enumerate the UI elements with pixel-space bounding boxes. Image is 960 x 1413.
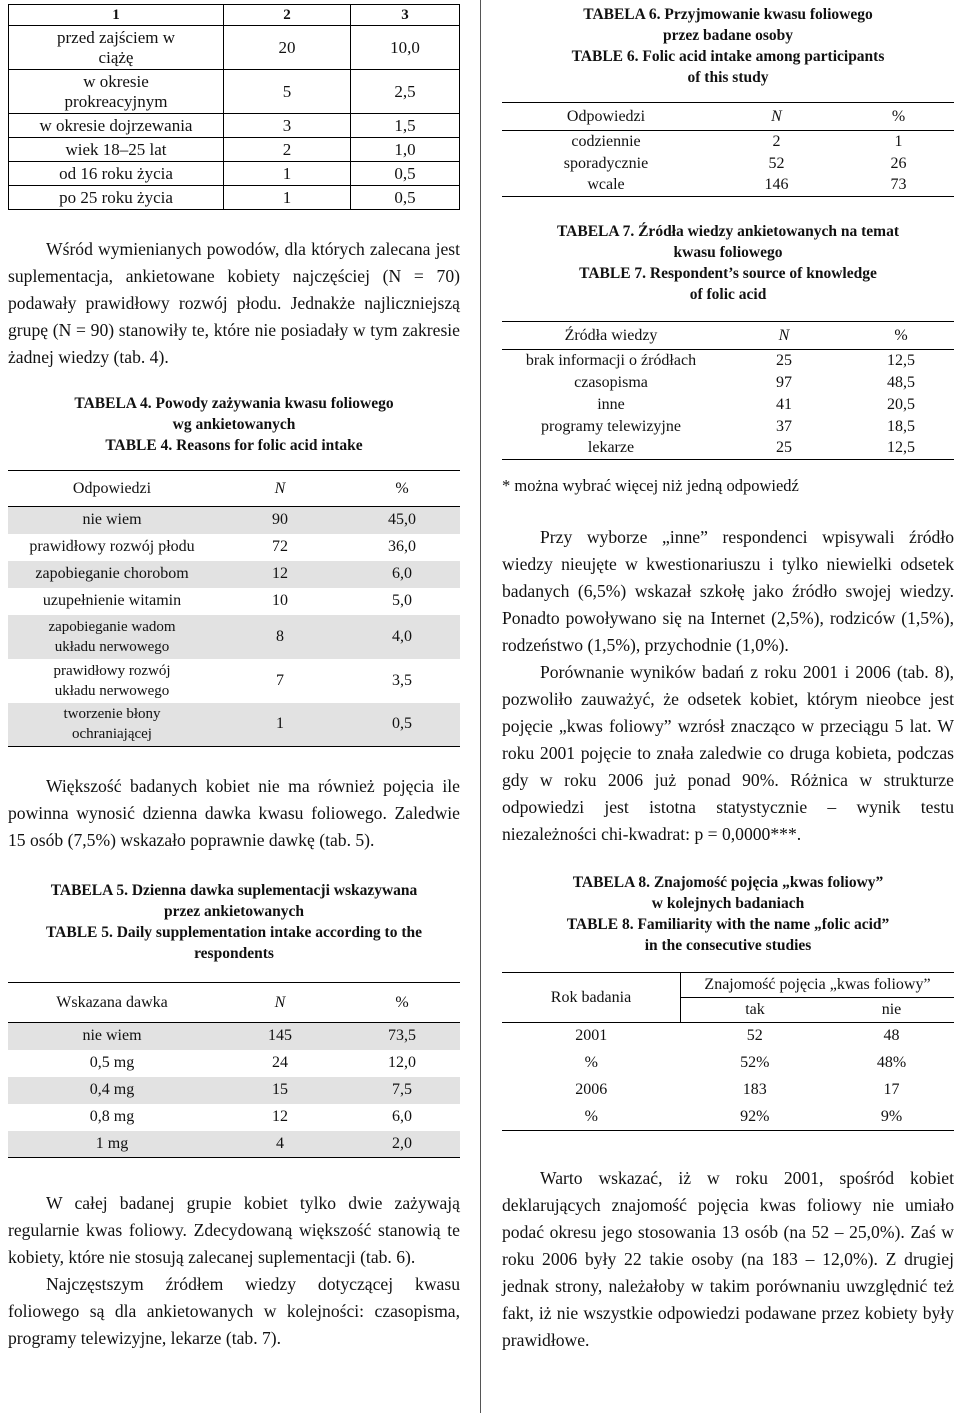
row-pct: 20,5 [887,395,915,413]
table-8 [502,972,954,1131]
caption-pl-line1: TABELA 7. Źródła wiedzy ankietowanych na temat [556,223,900,240]
caption-en-line1: TABLE 6. Folic acid intake among participants [571,48,885,65]
row-n: 8 [216,615,344,659]
table-row [9,114,460,138]
row-yes: 92% [681,1104,830,1131]
row-pct: 12,5 [887,351,915,369]
row-label: nie wiem [8,1023,216,1050]
table-row [8,507,460,534]
table-row [502,350,954,372]
table-7 [502,321,954,460]
row-label: 1 mg [8,1131,216,1158]
caption-pl-line2: przez badane osoby [662,27,794,44]
row-label: uzupełnienie witamin [42,592,182,609]
row-n: 90 [216,507,344,534]
row-yes: 52% [740,1054,770,1071]
table-6-caption [502,4,954,88]
col-header-pct: % [344,983,460,1023]
caption-pl-line2: przez ankietowanych [164,903,304,920]
row-n: 4 [216,1131,344,1158]
row-label: 0,8 mg [89,1108,135,1125]
col-header-n: N [720,322,848,350]
table-row [9,186,460,210]
row-label-line2: układu nerwowego [54,638,170,655]
table-row [8,534,460,561]
table-3-continued [8,4,460,210]
row-pct: 7,5 [344,1077,460,1104]
paragraph-reasons: Wśród wymienianych powodów, dla których zalecana jest suplementacja, ankietowane kobiety najczęściej (N = 70) podawały prawidłowy rozwój płodu. Jednakże najliczniejszą grupę (N = 90) stanowiły te, które nie posiadały w tym zakresie żadnej wiedzy (tab. 4). [8,239,460,367]
table-row [8,588,460,615]
row-n: 1 [216,703,344,747]
row-pct: 5,0 [392,592,412,609]
table-row [8,703,460,747]
row-pct: 18,5 [887,417,915,435]
row-label: codziennie [571,132,641,150]
row-n: 12 [272,1108,288,1125]
row-pct: 6,0 [344,561,460,588]
paragraph-comparison: Porównanie wyników badań z roku 2001 i 2006 (tab. 8), pozwoliło zauważyć, że odsetek kobiet, którym nieobce jest pojęcie „kwas foliowy” wzrósł znacząco w przeciągu 5 lat. W roku 2001 pojęcie to znała zaledwie co druga kobieta, podczas gdy w roku 2006 już ponad 90%. Różnica w strukturze odpowiedzi jest istotna statystycznie – wynik testu niezależności chi-kwadrat: p = 0,0000***. [502,662,954,844]
row-label [8,703,216,747]
caption-en-line1: TABLE 8. Familiarity with the name „folic acid” [566,916,890,933]
table-header-row [8,983,460,1023]
table-row [8,1050,460,1077]
row-n: 12 [216,561,344,588]
table-5 [8,982,460,1158]
row-n: 72 [272,538,288,555]
row-pct: 4,0 [344,615,460,659]
table-row [502,1023,954,1050]
caption-en: TABLE 4. Reasons for folic acid intake [105,437,363,454]
row-n: 5 [224,70,351,114]
row-label: czasopisma [574,373,648,391]
table-row [8,1104,460,1131]
caption-en-line2: respondents [194,945,274,962]
row-pct: 73 [843,175,954,197]
row-pct: 0,5 [351,186,460,210]
row-n: 2 [224,138,351,162]
caption-pl-line1: TABELA 4. Powody zażywania kwasu foliowego [74,395,394,412]
paragraph-dose: Większość badanych kobiet nie ma również pojęcia ile powinna wynosić dzienna dawka kwasu foliowego. Zaledwie 15 osób (7,5%) wskazało poprawnie dawkę (tab. 5). [8,776,460,850]
row-pct: 2,0 [344,1131,460,1158]
row-label: po 25 roku życia [9,186,224,210]
row-label: inne [597,395,625,413]
col-header-dose: Wskazana dawka [8,983,216,1023]
row-pct: 0,5 [344,703,460,747]
row-label: w okresie dojrzewania [9,114,224,138]
row-n: 1 [224,162,351,186]
row-n: 15 [216,1077,344,1104]
row-no: 17 [883,1081,900,1098]
row-label [8,659,216,703]
table-4 [8,470,460,747]
table-5-caption [8,880,460,964]
row-no: 9% [829,1104,954,1131]
row-label: wcale [502,175,710,197]
table-row [502,1077,954,1104]
col-header-pct: % [344,471,460,507]
caption-pl-line2: w kolejnych badaniach [651,895,805,912]
paragraph-knowledge-source: Najczęstszym źródłem wiedzy dotyczącej kwasu foliowego są dla ankietowanych w kolejności: czasopisma, programy telewizyjne, lekarze (tab. 7). [8,1274,460,1348]
row-pct: 12,5 [848,438,954,460]
row-pct: 48,5 [887,373,915,391]
paragraph-regular-intake: W całej badanej grupie kobiet tylko dwie zażywają regularnie kwas foliowy. Zdecydowaną większość stanowią te kobiety, które nie stosują zalecanej suplementacji (tab. 6). [8,1193,460,1267]
row-yes: 183 [742,1081,767,1098]
row-label: zapobieganie chorobom [8,561,216,588]
row-n: 97 [776,373,792,391]
right-column [502,0,954,1354]
table-row [9,162,460,186]
table-row [502,175,954,197]
table-row [8,561,460,588]
table-row [8,659,460,703]
col-header-n: N [216,983,344,1023]
row-pct: 1 [894,132,903,150]
col-header-year: Rok badania [502,973,681,1023]
row-n: 25 [720,438,848,460]
left-column [8,0,460,1352]
col-header-no: nie [829,998,954,1023]
table-row [8,1023,460,1050]
row-label: 2001 [575,1027,608,1045]
table-row [502,438,954,460]
table-row [502,131,954,153]
col-header-group: Znajomość pojęcia „kwas foliowy” [681,973,955,998]
row-pct: 73,5 [344,1023,460,1050]
row-pct: 12,0 [388,1054,416,1071]
row-pct: 26 [890,154,907,172]
row-label-line1: tworzenie błony [63,706,161,723]
table-row [9,70,460,114]
row-label: programy telewizyjne [541,417,681,435]
caption-en-line1: TABLE 7. Respondent’s source of knowledge [579,265,877,282]
caption-pl-line2: wg ankietowanych [172,416,296,433]
row-label-line1: zapobieganie wadom [48,618,176,635]
row-n: 2 [772,132,781,150]
row-n: 41 [776,395,792,413]
row-pct: 36,0 [388,538,416,555]
table-row [502,1050,954,1077]
row-n: 25 [776,351,792,369]
row-pct: 10,0 [351,26,460,70]
paragraph-conclusion: Warto wskazać, iż w roku 2001, spośród kobiet deklarujących znajomość pojęcia kwas foliowy nie umiało podać okresu jego stosowania 13 osób (na 52 – 25,0%). Zaś w roku 2006 były 22 takie osoby (na 183 – 12,0%). Z drugiej jednak strony, należałoby w takim porównaniu uwzględnić też fakt, iż nie wszystkie odpowiedzi podawane przez kobiety były prawidłowe. [502,1168,954,1350]
row-pct: 3,5 [392,671,412,689]
row-pct: 1,0 [351,138,460,162]
row-label: % [584,1054,598,1071]
row-n: 24 [272,1054,288,1071]
row-n: 146 [710,175,843,197]
table-row [9,26,460,70]
row-label: wiek 18–25 lat [9,138,224,162]
row-n: 3 [224,114,351,138]
table-row [8,1077,460,1104]
col-header-answers: Odpowiedzi [502,103,710,131]
caption-pl-line1: TABELA 6. Przyjmowanie kwasu foliowego [583,6,873,23]
table-row [502,372,954,394]
caption-en-line2: of folic acid [689,286,767,303]
row-n: 7 [276,671,284,689]
row-label: przed zajściem w ciążę [9,26,224,70]
paragraph-other-sources: Przy wyborze „inne” respondenci wpisywali źródło wiedzy nieujęte w kwestionariuszu i tylko niewielki odsetek badanych (6,5%) wskazał szkołę jako źródło swojej wiedzy. Ponadto powoływano się na Internet (2,5%), rodziców (1,5%), rodzeństwo (1,5%), przychodnie (1,0%). [502,527,954,655]
row-no: 48 [883,1027,900,1045]
row-label: 0,5 mg [89,1054,135,1071]
col-header-yes: tak [681,998,830,1023]
row-label: 2006 [575,1081,608,1098]
row-label: % [502,1104,681,1131]
col-header-source: Źródła wiedzy [502,322,720,350]
caption-en-line1: TABLE 5. Daily supplementation intake according to the [45,924,423,941]
caption-pl-line2: kwasu foliowego [673,244,783,261]
row-label: od 16 roku życia [9,162,224,186]
row-label: lekarze [502,438,720,460]
row-label-line2: układu nerwowego [54,682,170,699]
table-8-caption [502,872,954,956]
row-n: 20 [224,26,351,70]
col-header-2: 2 [224,5,351,26]
col-header-n: N [710,103,843,131]
row-pct: 2,5 [351,70,460,114]
row-label [8,615,216,659]
row-n: 52 [768,154,785,172]
col-header-pct: % [843,103,954,131]
table-header-row [502,103,954,131]
table-row [8,615,460,659]
table-row [502,1104,954,1131]
table-7-footnote: * można wybrać więcej niż jedną odpowiedź [502,476,799,495]
col-header-3: 3 [351,5,460,26]
row-label: prawidłowy rozwój płodu [29,538,195,555]
col-header-answers: Odpowiedzi [8,471,216,507]
row-label: sporadycznie [563,154,649,172]
caption-pl-line1: TABELA 8. Znajomość pojęcia „kwas foliowy” [572,874,884,891]
row-label: brak informacji o źródłach [525,351,697,369]
table-header-row [9,5,460,26]
row-label-line1: prawidłowy rozwój [53,662,171,679]
row-pct: 6,0 [392,1108,412,1125]
table-4-caption [8,393,460,456]
row-yes: 52 [746,1027,763,1045]
caption-en-line2: of this study [687,69,769,86]
table-row [9,138,460,162]
column-divider [480,0,481,1413]
table-6 [502,102,954,197]
col-header-1: 1 [9,5,224,26]
row-label: 0,4 mg [8,1077,216,1104]
row-n: 1 [224,186,351,210]
row-n: 10 [272,592,288,609]
col-header-pct: % [848,322,954,350]
row-pct: 0,5 [351,162,460,186]
row-n: 145 [216,1023,344,1050]
row-pct: 45,0 [344,507,460,534]
row-n: 37 [776,417,792,435]
caption-en-line2: in the consecutive studies [644,937,812,954]
row-no: 48% [876,1054,907,1071]
table-row [502,394,954,416]
row-label-line2: ochraniającej [72,726,152,743]
table-row [8,1131,460,1158]
col-header-n: N [216,471,344,507]
row-label: nie wiem [8,507,216,534]
table-row [502,153,954,175]
table-7-caption [502,221,954,305]
table-header-row [502,322,954,350]
row-pct: 1,5 [351,114,460,138]
row-label: w okresie prokreacyjnym [9,70,224,114]
table-header-row [8,471,460,507]
table-header-row [502,973,954,998]
table-row [502,416,954,438]
caption-pl-line1: TABELA 5. Dzienna dawka suplementacji wskazywana [50,882,418,899]
